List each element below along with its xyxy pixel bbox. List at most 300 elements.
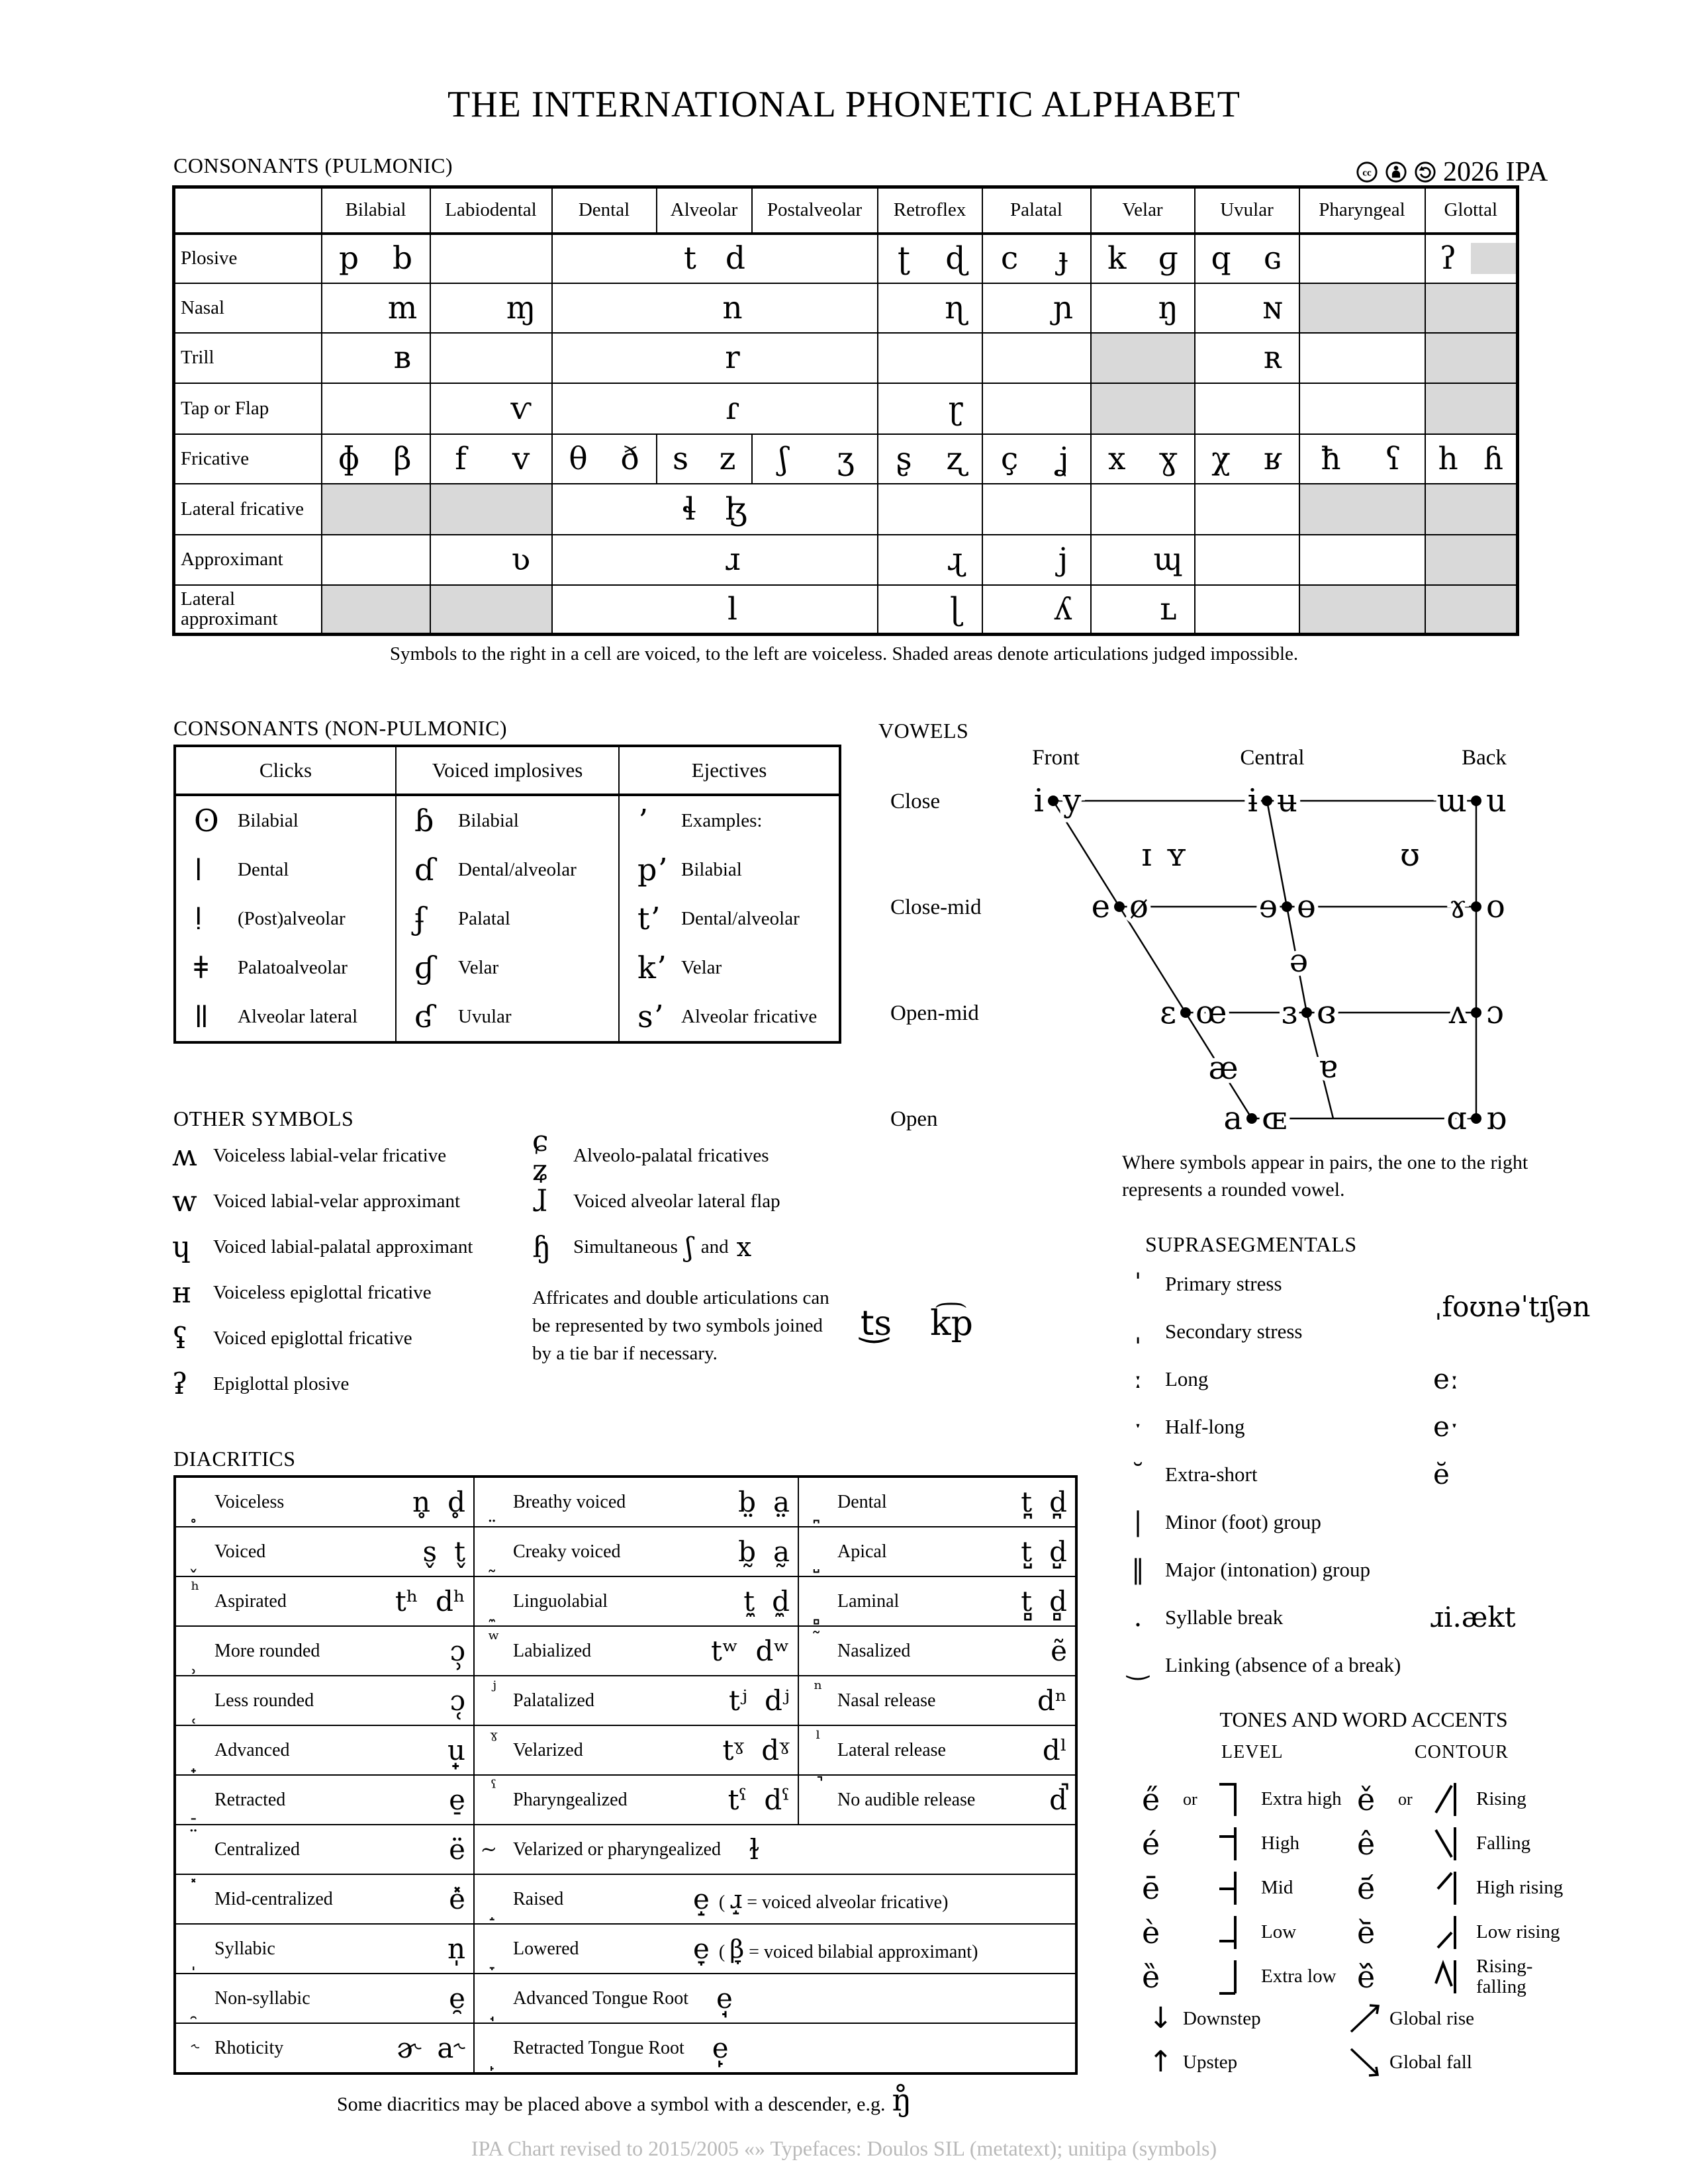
pulmonic-cell: [1299, 283, 1425, 333]
cell-halves: [1196, 340, 1299, 376]
symbol-entry: [397, 1001, 618, 1032]
diacritic-cell: [175, 1874, 474, 1924]
ipa-symbol-ʍ: ʍ: [172, 1138, 197, 1173]
vowel-pair-dot: [1114, 901, 1125, 912]
pulmonic-row: [174, 333, 1518, 383]
pulmonic-cell: [552, 585, 878, 635]
global-arrow: [1347, 2000, 1389, 2037]
diacritic-label: Syllabic: [214, 1938, 275, 1959]
pulmonic-cell: [1299, 434, 1425, 484]
pulmonic-cell: [1091, 484, 1195, 535]
diacritic-entry: [176, 1527, 473, 1576]
diacritic-mark: ⁿ: [814, 1678, 823, 1701]
supra-label: Major (intonation) group: [1165, 1558, 1370, 1581]
vowel-pair-dot: [1301, 1007, 1312, 1018]
voiced-half: [1143, 541, 1194, 578]
pulmonic-cell: [1091, 585, 1195, 635]
ipa-symbol-ʕ: ʕ: [1384, 440, 1402, 477]
ipa-symbol-ɓ: ɓ: [414, 803, 434, 839]
voiceless-half: [1092, 293, 1143, 324]
voiceless-half: [983, 594, 1037, 625]
tone-symbol: ȅ: [1142, 1958, 1160, 1995]
diacritic-label: Advanced Tongue Root: [513, 1987, 689, 2009]
diacritic-label: Raised: [513, 1888, 564, 1909]
pulmonic-cell: [982, 535, 1091, 585]
vowels-heading: VOWELS: [878, 719, 969, 743]
diacritic-entry: [799, 1726, 1075, 1774]
suprasegmental-entry: [1119, 1594, 1688, 1641]
tone-label: Low rising: [1476, 1921, 1560, 1943]
ipa-symbol-ɭ: ɭ: [949, 590, 962, 627]
tone-label: Falling: [1476, 1833, 1531, 1854]
supra-example: ĕ: [1433, 1458, 1450, 1490]
ipa-symbol-ʃ: ʃ: [779, 440, 788, 477]
voiced-half: [491, 440, 551, 477]
pulmonic-cell: [1195, 535, 1299, 585]
cell-halves: [322, 289, 430, 326]
contour-tone-entry: [1357, 1954, 1575, 1999]
example-e̘: e̘: [716, 1981, 733, 2015]
place-label: Bilabial: [681, 858, 742, 880]
voiced-half: [376, 240, 430, 277]
diacritic-note: [719, 1934, 978, 1964]
nonpulmonic-header-row: [175, 746, 840, 795]
symbol-pair: [553, 490, 877, 527]
diacritic-mark: ̞: [491, 1947, 497, 1970]
symbol-entry: [397, 803, 618, 839]
pulmonic-cell: [552, 333, 878, 383]
vowel-row-label-Open: Open: [890, 1107, 938, 1131]
diacritic-cell: [474, 1527, 798, 1576]
example-t̼: t̼: [743, 1584, 755, 1617]
ipa-symbol-ʎ: ʎ: [1054, 590, 1072, 627]
cell-halves: [431, 289, 551, 326]
diacritic-entry: [475, 1627, 798, 1675]
diacritic-examples: [1021, 1535, 1067, 1568]
column-header-postalveolar: Postalveolar: [752, 187, 878, 234]
diacritic-mark: ̺: [815, 1550, 821, 1573]
cell-halves: [983, 440, 1090, 477]
diacritics-row: [175, 1527, 1076, 1576]
column-header-alveolar: Alveolar: [657, 187, 752, 234]
vowel-row-label-Open-mid: Open-mid: [890, 1001, 979, 1025]
pulmonic-cell: [1091, 234, 1195, 283]
note-pre: (: [718, 1891, 730, 1913]
diacritic-mark: ̃: [815, 1628, 821, 1651]
symbol-pair: [553, 340, 877, 376]
symbol-entry: [620, 803, 838, 839]
supra-label: Linking (absence of a break): [1165, 1653, 1401, 1676]
pulmonic-cell: [1195, 484, 1299, 535]
ipa-symbol-ɳ: ɳ: [945, 289, 966, 326]
example-dⁿ: dⁿ: [1037, 1684, 1067, 1717]
cell-halves: [553, 440, 656, 477]
descender-example-symbol: ŋ̊: [892, 2082, 912, 2118]
ipa-symbol-ɻ: ɻ: [947, 541, 964, 578]
voiceless-half: [878, 544, 930, 575]
pulmonic-cell: [1195, 434, 1299, 484]
nonpulmonic-cell: [396, 943, 619, 992]
tone-label: High rising: [1476, 1877, 1564, 1899]
voiceless-half: [1196, 240, 1247, 277]
cell-halves: [431, 440, 551, 477]
diacritic-label: Centralized: [214, 1839, 301, 1860]
example-ɔ̜: ɔ̜: [449, 1684, 465, 1717]
place-label: Bilabial: [458, 809, 519, 831]
place-label: Dental/alveolar: [458, 858, 577, 880]
nonpulmonic-cell: [396, 845, 619, 894]
tone-symbol: é: [1142, 1825, 1160, 1862]
diacritic-label: Dental: [837, 1491, 887, 1512]
diacritic-label: Mid-centralized: [214, 1888, 333, 1909]
diacritics-heading: DIACRITICS: [173, 1447, 296, 1471]
voiced-half: [376, 340, 430, 376]
diacritic-cell: [474, 2023, 1076, 2073]
voiceless-half: [983, 544, 1037, 575]
voiced-half: [1143, 240, 1194, 277]
pulmonic-cell: [1091, 434, 1195, 484]
pulmonic-cell: [430, 434, 552, 484]
ipa-symbol-ʙ: ʙ: [393, 340, 412, 376]
example-ɫ: ɫ: [749, 1833, 760, 1866]
supra-label: Minor (foot) group: [1165, 1510, 1321, 1533]
ipa-symbol-kʼ: kʼ: [637, 950, 666, 985]
example-s̬: s̬: [422, 1535, 438, 1568]
ipa-symbol-χ: χ: [1211, 440, 1231, 477]
diacritic-mark: ̙: [491, 2046, 497, 2070]
tone-label: Global rise: [1389, 2007, 1475, 2029]
manner-label: Nasal: [174, 283, 322, 333]
example-ɚ: ɚ: [397, 2031, 420, 2064]
symbol-label: Epiglottal plosive: [213, 1373, 350, 1394]
pulmonic-cell: [657, 434, 752, 484]
supra-label: Syllable break: [1165, 1606, 1284, 1629]
voiced-half: [1247, 440, 1299, 477]
voiceless-half: [322, 342, 376, 373]
suprasegmental-entry: [1119, 1403, 1688, 1451]
ipa-symbol-ɬ: ɬ: [682, 490, 696, 527]
voiceless-half: [983, 240, 1037, 277]
ipa-vowel-ɒ: ɒ: [1486, 1100, 1507, 1137]
supra-label: Long: [1165, 1367, 1209, 1390]
ipa-vowel-ɯ: ɯ: [1436, 782, 1467, 819]
voiceless-half: [1426, 240, 1471, 277]
cell-halves: [431, 390, 551, 427]
example-d̼: d̼: [772, 1584, 790, 1617]
diacritic-entry: [799, 1776, 1075, 1824]
diacritic-cell: [474, 1626, 798, 1676]
column-header-bilabial: Bilabial: [322, 187, 430, 234]
ipa-vowel-ɶ: ɶ: [1262, 1100, 1287, 1137]
low-rising-contour-icon: [1432, 1913, 1459, 1952]
ipa-symbol-c: c: [1000, 240, 1019, 277]
pulmonic-cell: [1091, 535, 1195, 585]
manner-label: Lateral approximant: [174, 585, 322, 635]
diacritics-row: [175, 1725, 1076, 1775]
tone-symbol: e᷅: [1357, 1914, 1376, 1950]
global-arrow: [1347, 2044, 1389, 2081]
cell-halves: [983, 541, 1090, 578]
place-label: (Post)alveolar: [238, 907, 346, 929]
manner-label: Approximant: [174, 535, 322, 585]
nonpulmonic-cell: [175, 894, 396, 943]
tone-symbol: ě: [1357, 1781, 1376, 1817]
symbol-entry: [620, 952, 838, 983]
suprasegmental-entry: [1119, 1355, 1688, 1403]
voiced-half: [930, 390, 982, 427]
pulmonic-caption: Symbols to the right in a cell are voiced, to the left are voiceless. Shaded areas denote articulations judged impossible.: [389, 643, 1299, 664]
diacritic-label: Laminal: [837, 1590, 900, 1612]
tones-heading: TONES AND WORD ACCENTS: [1219, 1707, 1508, 1731]
ipa-symbol-ǃ: ǃ: [194, 901, 203, 936]
cell-halves: [878, 390, 982, 427]
diacritic-entry: [475, 1527, 798, 1576]
pulmonic-cell: [430, 383, 552, 434]
contour-tone-entry: [1357, 1777, 1575, 1821]
pulmonic-cell: [1195, 234, 1299, 283]
voiced-half: [1143, 590, 1194, 627]
cell-halves: [322, 440, 430, 477]
pulmonic-corner-cell: [174, 187, 322, 234]
ipa-symbol-ç: ç: [1000, 440, 1019, 477]
tone-symbol: e᷄: [1357, 1870, 1376, 1906]
diacritic-examples: [422, 1535, 465, 1568]
voiced-half: [1247, 340, 1299, 376]
voiceless-half: [1092, 544, 1143, 575]
symbol-entry: [397, 854, 618, 885]
pulmonic-row: [174, 434, 1518, 484]
diacritic-examples: [693, 1932, 710, 1965]
diacritic-examples: [447, 1932, 465, 1965]
supra-mark: ‿: [1127, 1650, 1149, 1680]
diacritics-row: [175, 1924, 1076, 1974]
diacritic-mark: ̻: [815, 1600, 821, 1623]
voiceless-half: [322, 240, 376, 277]
diacritic-cell: [175, 1576, 474, 1626]
diacritic-examples: [449, 1684, 465, 1717]
pulmonic-row: [174, 484, 1518, 535]
pulmonic-cell: [322, 333, 430, 383]
tone-label: Rising-falling: [1476, 1956, 1533, 1997]
ipa-vowel-ʌ: ʌ: [1448, 994, 1467, 1031]
nonpulmonic-row: [175, 795, 840, 845]
ipa-symbol-ʃ: ʃ: [685, 1232, 693, 1263]
note-post: = voiced bilabial approximant): [744, 1941, 978, 1962]
diacritic-cell: [474, 1874, 1076, 1924]
symbol-label: Voiced alveolar lateral flap: [573, 1191, 780, 1212]
note-symbol: β̞: [729, 1934, 745, 1964]
tone-symbol: e̋: [1142, 1781, 1160, 1817]
pulmonic-cell: [878, 535, 982, 585]
ipa-symbol-ɧ: ɧ: [532, 1230, 551, 1264]
nonpulmonic-cell: [619, 795, 840, 845]
example-t̪: t̪: [1021, 1485, 1033, 1518]
diacritic-cell: [474, 1775, 798, 1825]
diacritic-examples: [716, 1981, 733, 2015]
tone-letter: [1217, 1824, 1261, 1864]
diacritic-entry: [176, 1478, 473, 1526]
ipa-vowel-ɘ: ɘ: [1258, 888, 1278, 925]
example-n̥: n̥: [412, 1485, 431, 1518]
ipa-symbol-x: x: [1107, 440, 1126, 477]
upstep-entry: [1149, 2041, 1237, 2083]
note-pre: (: [718, 1941, 730, 1962]
pulmonic-cell: [322, 535, 430, 585]
example-e̯: e̯: [449, 1981, 465, 2015]
voiced-half: [376, 440, 430, 477]
cell-halves: [1300, 440, 1425, 477]
supra-example: eˑ: [1433, 1410, 1460, 1443]
ipa-vowel-ɐ: ɐ: [1318, 1048, 1338, 1085]
diacritic-mark: ʷ: [488, 1628, 500, 1651]
pulmonic-cell: [430, 535, 552, 585]
pulmonic-cell: [430, 484, 552, 535]
ipa-symbol-m: m: [387, 289, 418, 326]
pulmonic-cell: [1425, 283, 1518, 333]
global-rise-arrow-icon: [1347, 2000, 1383, 2037]
cell-halves: [1196, 440, 1299, 477]
diacritic-mark: ̪: [815, 1500, 821, 1524]
ipa-symbol-h: h: [1438, 440, 1458, 477]
nonpulmonic-cell: [396, 894, 619, 943]
column-header-retroflex: Retroflex: [878, 187, 982, 234]
diacritic-examples: [1021, 1485, 1067, 1518]
cell-halves: [322, 340, 430, 376]
diacritic-examples: [743, 1584, 790, 1617]
cell-halves: [657, 440, 751, 477]
supra-label: Secondary stress: [1165, 1320, 1303, 1343]
other-symbols-heading: OTHER SYMBOLS: [173, 1107, 354, 1130]
diacritic-mark: ʰ: [191, 1578, 200, 1602]
pulmonic-cell: [878, 234, 982, 283]
diacritic-cell: [474, 1477, 798, 1527]
ipa-symbol-ʘ: ʘ: [194, 803, 219, 839]
diacritic-label: More rounded: [214, 1640, 320, 1661]
pulmonic-cell: [982, 484, 1091, 535]
pulmonic-cell: [322, 585, 430, 635]
tone-label: Global fall: [1389, 2051, 1472, 2073]
vowel-pair-dot: [1471, 901, 1481, 912]
ipa-vowel-ə: ə: [1289, 942, 1309, 979]
ipa-symbol-ʋ: ʋ: [511, 541, 531, 578]
symbol-entry: [397, 903, 618, 934]
pulmonic-cell: [1299, 484, 1425, 535]
ipa-vowel-ɜ: ɜ: [1281, 994, 1297, 1031]
diacritic-entry: [176, 1875, 473, 1923]
pulmonic-cell: [1425, 535, 1518, 585]
voiceless-half: [878, 594, 930, 625]
vowel-pair-dot: [1282, 901, 1292, 912]
ipa-vowel-ɵ: ɵ: [1297, 888, 1316, 925]
other-symbols-left-list: [172, 1133, 533, 1407]
ipa-symbol-ɸ: ɸ: [338, 440, 360, 477]
cell-halves: [878, 240, 982, 277]
diacritic-cell: [798, 1676, 1076, 1725]
pulmonic-row: [174, 383, 1518, 434]
example-b̤: b̤: [738, 1485, 756, 1518]
pulmonic-cell: [1195, 383, 1299, 434]
level-tone-entry: [1142, 1954, 1347, 1999]
tone-label: High: [1261, 1833, 1299, 1854]
diacritic-entry: [176, 2024, 473, 2072]
pulmonic-cell: [322, 484, 430, 535]
example-e̝: e̝: [693, 1882, 710, 1915]
pulmonic-cell: [1091, 283, 1195, 333]
downstep-entry: [1149, 1997, 1261, 2040]
other-symbol-entry: [532, 1224, 903, 1270]
level-tone-entry: [1142, 1777, 1347, 1821]
ipa-symbol-ɽ: ɽ: [948, 390, 963, 427]
symbol-label: Voiced labial-velar approximant: [213, 1191, 461, 1212]
symbol-pair: [553, 590, 877, 627]
ipa-symbol-ʝ: ʝ: [1057, 440, 1069, 477]
ipa-symbol-ɠ: ɠ: [414, 950, 436, 985]
pulmonic-cell: [1425, 434, 1518, 484]
nonpulmonic-row: [175, 992, 840, 1042]
example-ɔ̹: ɔ̹: [449, 1634, 465, 1667]
diacritic-label: Nasalized: [837, 1640, 911, 1661]
pulmonic-consonants-table: [172, 185, 1519, 636]
pulmonic-cell: [552, 283, 878, 333]
cc-icon: [1356, 161, 1378, 183]
diacritic-label: Less rounded: [214, 1690, 314, 1711]
nonpulmonic-row: [175, 894, 840, 943]
voiceless-half: [431, 293, 491, 324]
diacritic-entry: [799, 1478, 1075, 1526]
ipa-symbol-ɖ: ɖ: [945, 240, 966, 277]
example-t̺: t̺: [1021, 1535, 1033, 1568]
ipa-vowel-ɨ: ɨ: [1247, 782, 1258, 819]
suprasegmentals-list: [1119, 1260, 1688, 1689]
nonpulmonic-consonants-table: [173, 745, 841, 1044]
symbol-entry: [177, 854, 395, 885]
diacritic-examples: [447, 1733, 465, 1766]
ipa-symbol-n: n: [722, 289, 743, 326]
example-d̚: d̚: [1049, 1783, 1067, 1816]
symbol-label: Voiceless labial-velar fricative: [213, 1145, 447, 1166]
diacritic-examples: [449, 1882, 465, 1915]
pulmonic-cell: [1425, 383, 1518, 434]
ipa-symbol-ɗ: ɗ: [414, 852, 436, 887]
ipa-symbol-ɢ: ɢ: [1263, 240, 1282, 277]
diacritic-label: Advanced: [214, 1739, 290, 1760]
voiceless-half: [983, 440, 1037, 477]
pulmonic-cell: [322, 234, 430, 283]
pulmonic-cell: [1195, 283, 1299, 333]
tone-label: Mid: [1261, 1877, 1293, 1899]
pulmonic-cell: [1195, 333, 1299, 383]
voiceless-half: [878, 240, 930, 277]
ipa-vowel-y: y: [1063, 782, 1082, 819]
diacritics-footnote-text: Some diacritics may be placed above a symbol with a descender, e.g.: [336, 2093, 886, 2115]
cell-halves: [878, 440, 982, 477]
tone-label: Downstep: [1183, 2007, 1261, 2029]
tone-symbol: ê: [1357, 1825, 1376, 1862]
diacritic-cell: [798, 1725, 1076, 1775]
cell-halves: [431, 541, 551, 578]
vowel-chart: [861, 702, 1589, 1165]
example-e̞: e̞: [693, 1932, 710, 1965]
pulmonic-cell: [1425, 333, 1518, 383]
ipa-symbol-j: j: [1058, 541, 1068, 578]
supra-mark: ˈ: [1134, 1269, 1142, 1299]
footer-credits: IPA Chart revised to 2015/2005 «» Typefaces: Doulos SIL (metatext); unitipa (symbols): [471, 2136, 1217, 2160]
pulmonic-cell: [552, 234, 878, 283]
cell-halves: [878, 590, 982, 627]
example-d̺: d̺: [1049, 1535, 1067, 1568]
voiceless-half: [878, 440, 930, 477]
suprasegmental-entry: [1119, 1308, 1688, 1355]
